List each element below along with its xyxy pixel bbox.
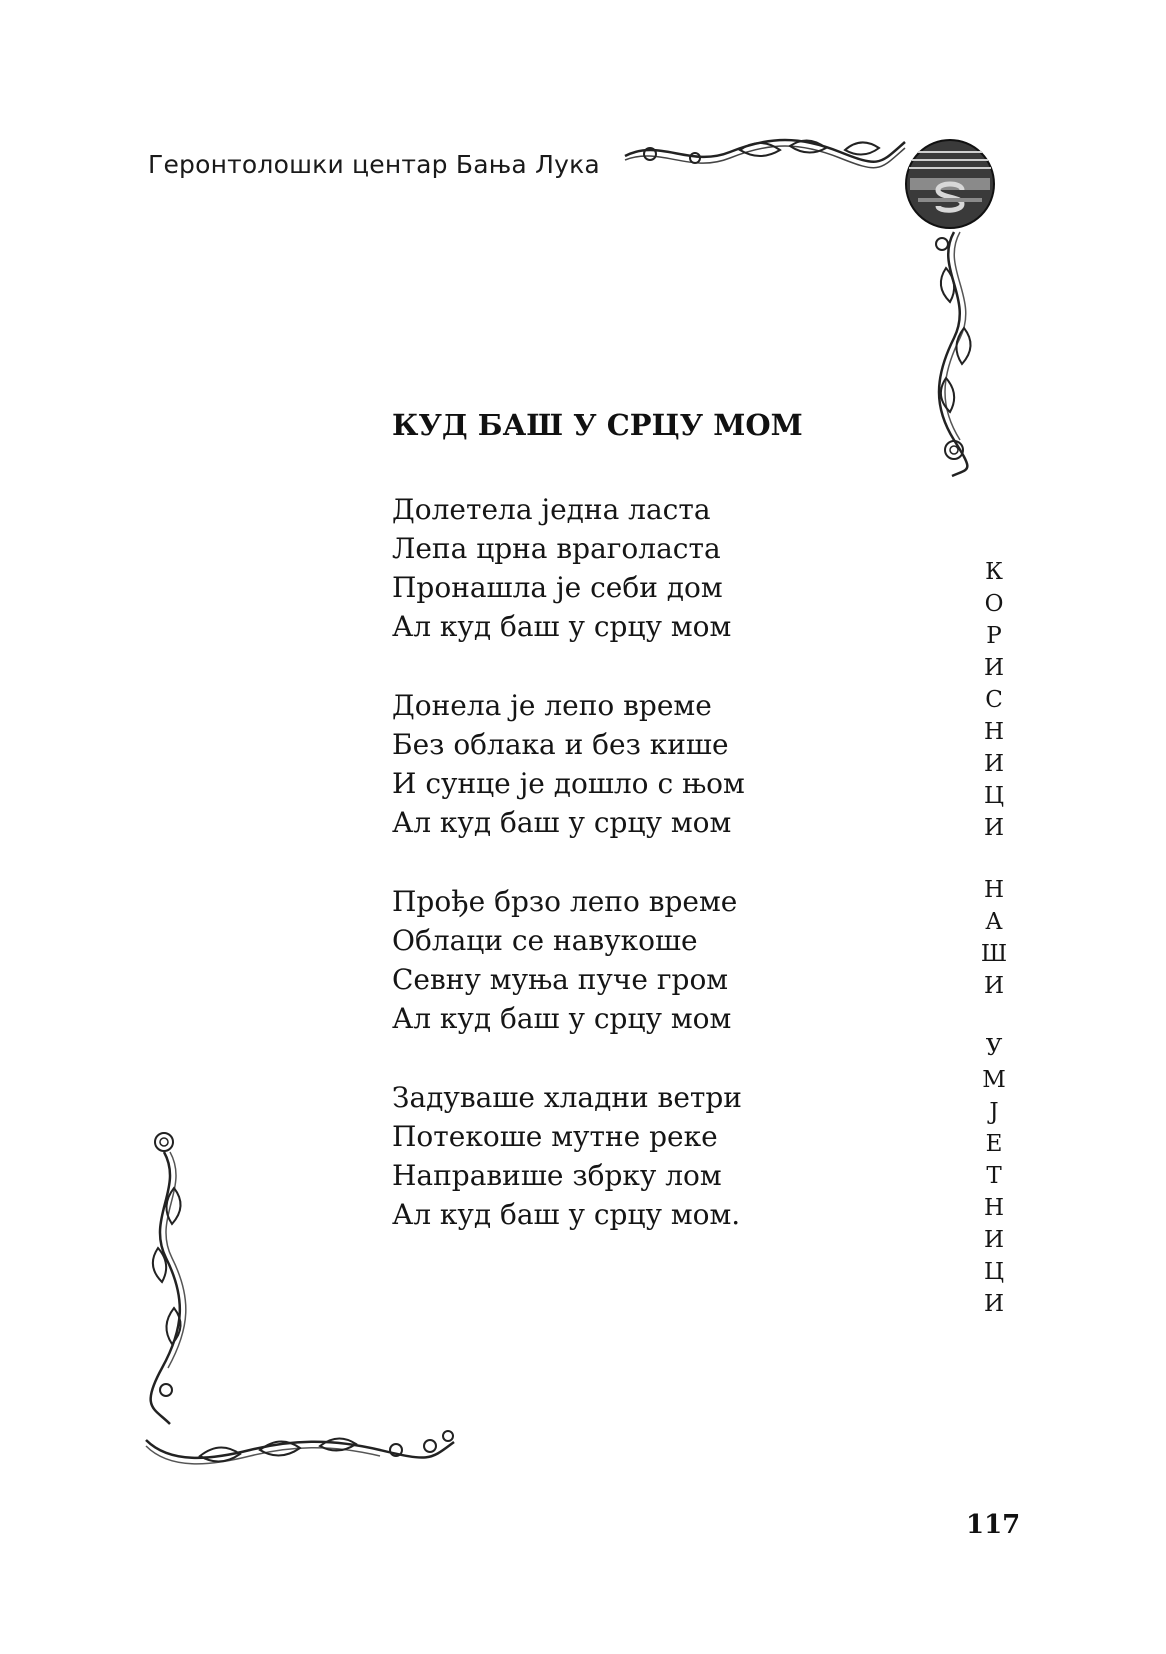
stanza-2 <box>392 686 812 842</box>
poem-line: Без облака и без кише <box>392 728 729 761</box>
poem-title: КУД БАШ У СРЦУ МОМ <box>392 408 803 442</box>
poem-line: И сунце је дошло с њом <box>392 767 745 800</box>
poem-line: Лепа црна враголаста <box>392 532 721 565</box>
side-label-letter: Н <box>983 719 1005 745</box>
poem-line: Ал куд баш у срцу мом. <box>392 1198 741 1231</box>
side-label-letter: О <box>984 591 1004 617</box>
side-label-letter: Н <box>983 877 1005 903</box>
poem-line: Ал куд баш у срцу мом <box>392 610 732 643</box>
poem-line: Облаци се навукоше <box>392 924 698 957</box>
top-right-vine-ornament <box>620 128 910 178</box>
stanza-1 <box>392 490 812 646</box>
side-label-letter: Ц <box>983 1259 1005 1285</box>
bottom-vine-ornament <box>140 1420 460 1476</box>
side-label-word <box>968 874 1020 1002</box>
side-label-word <box>968 1032 1020 1320</box>
side-label-letter: И <box>983 1291 1005 1317</box>
side-label-letter: Ј <box>989 1099 999 1125</box>
poem-line: Направише збрку лом <box>392 1159 722 1192</box>
side-label-letter: Т <box>986 1163 1002 1189</box>
side-label-letter: Н <box>983 1195 1005 1221</box>
running-header: Геронтолошки центар Бања Лука <box>148 150 600 179</box>
side-label-word <box>968 556 1020 844</box>
stanza-4 <box>392 1078 812 1234</box>
side-label-letter: Ц <box>983 783 1005 809</box>
side-label-letter: И <box>983 973 1005 999</box>
side-label-letter: И <box>983 1227 1005 1253</box>
side-label-letter: А <box>985 909 1003 935</box>
side-label-letter: И <box>983 815 1005 841</box>
poem-line: Задуваше хладни ветри <box>392 1081 742 1114</box>
stanza-3 <box>392 882 812 1038</box>
poem-line: Донела је лепо време <box>392 689 712 722</box>
poem-line: Севну муња пуче гром <box>392 963 729 996</box>
side-label-letter: Ш <box>980 941 1008 967</box>
poem-line: Ал куд баш у срцу мом <box>392 806 732 839</box>
organization-logo <box>904 138 996 230</box>
side-label-letter: Р <box>986 623 1002 649</box>
page-number: 117 <box>966 1510 1021 1540</box>
left-vine-ornament <box>140 1128 198 1428</box>
vertical-section-label <box>968 556 1020 1350</box>
right-vine-ornament <box>924 228 984 480</box>
side-label-letter: И <box>983 751 1005 777</box>
side-label-letter: Е <box>985 1131 1003 1157</box>
side-label-letter: К <box>985 559 1003 585</box>
poem-line: Долетела једна ласта <box>392 493 711 526</box>
side-label-letter: У <box>985 1035 1003 1061</box>
poem-line: Потекоше мутне реке <box>392 1120 718 1153</box>
side-label-letter: С <box>985 687 1003 713</box>
side-label-letter: М <box>982 1067 1006 1093</box>
poem-line: Пронашла је себи дом <box>392 571 723 604</box>
side-label-letter: И <box>983 655 1005 681</box>
poem-line: Прође брзо лепо време <box>392 885 738 918</box>
poem-line: Ал куд баш у срцу мом <box>392 1002 732 1035</box>
